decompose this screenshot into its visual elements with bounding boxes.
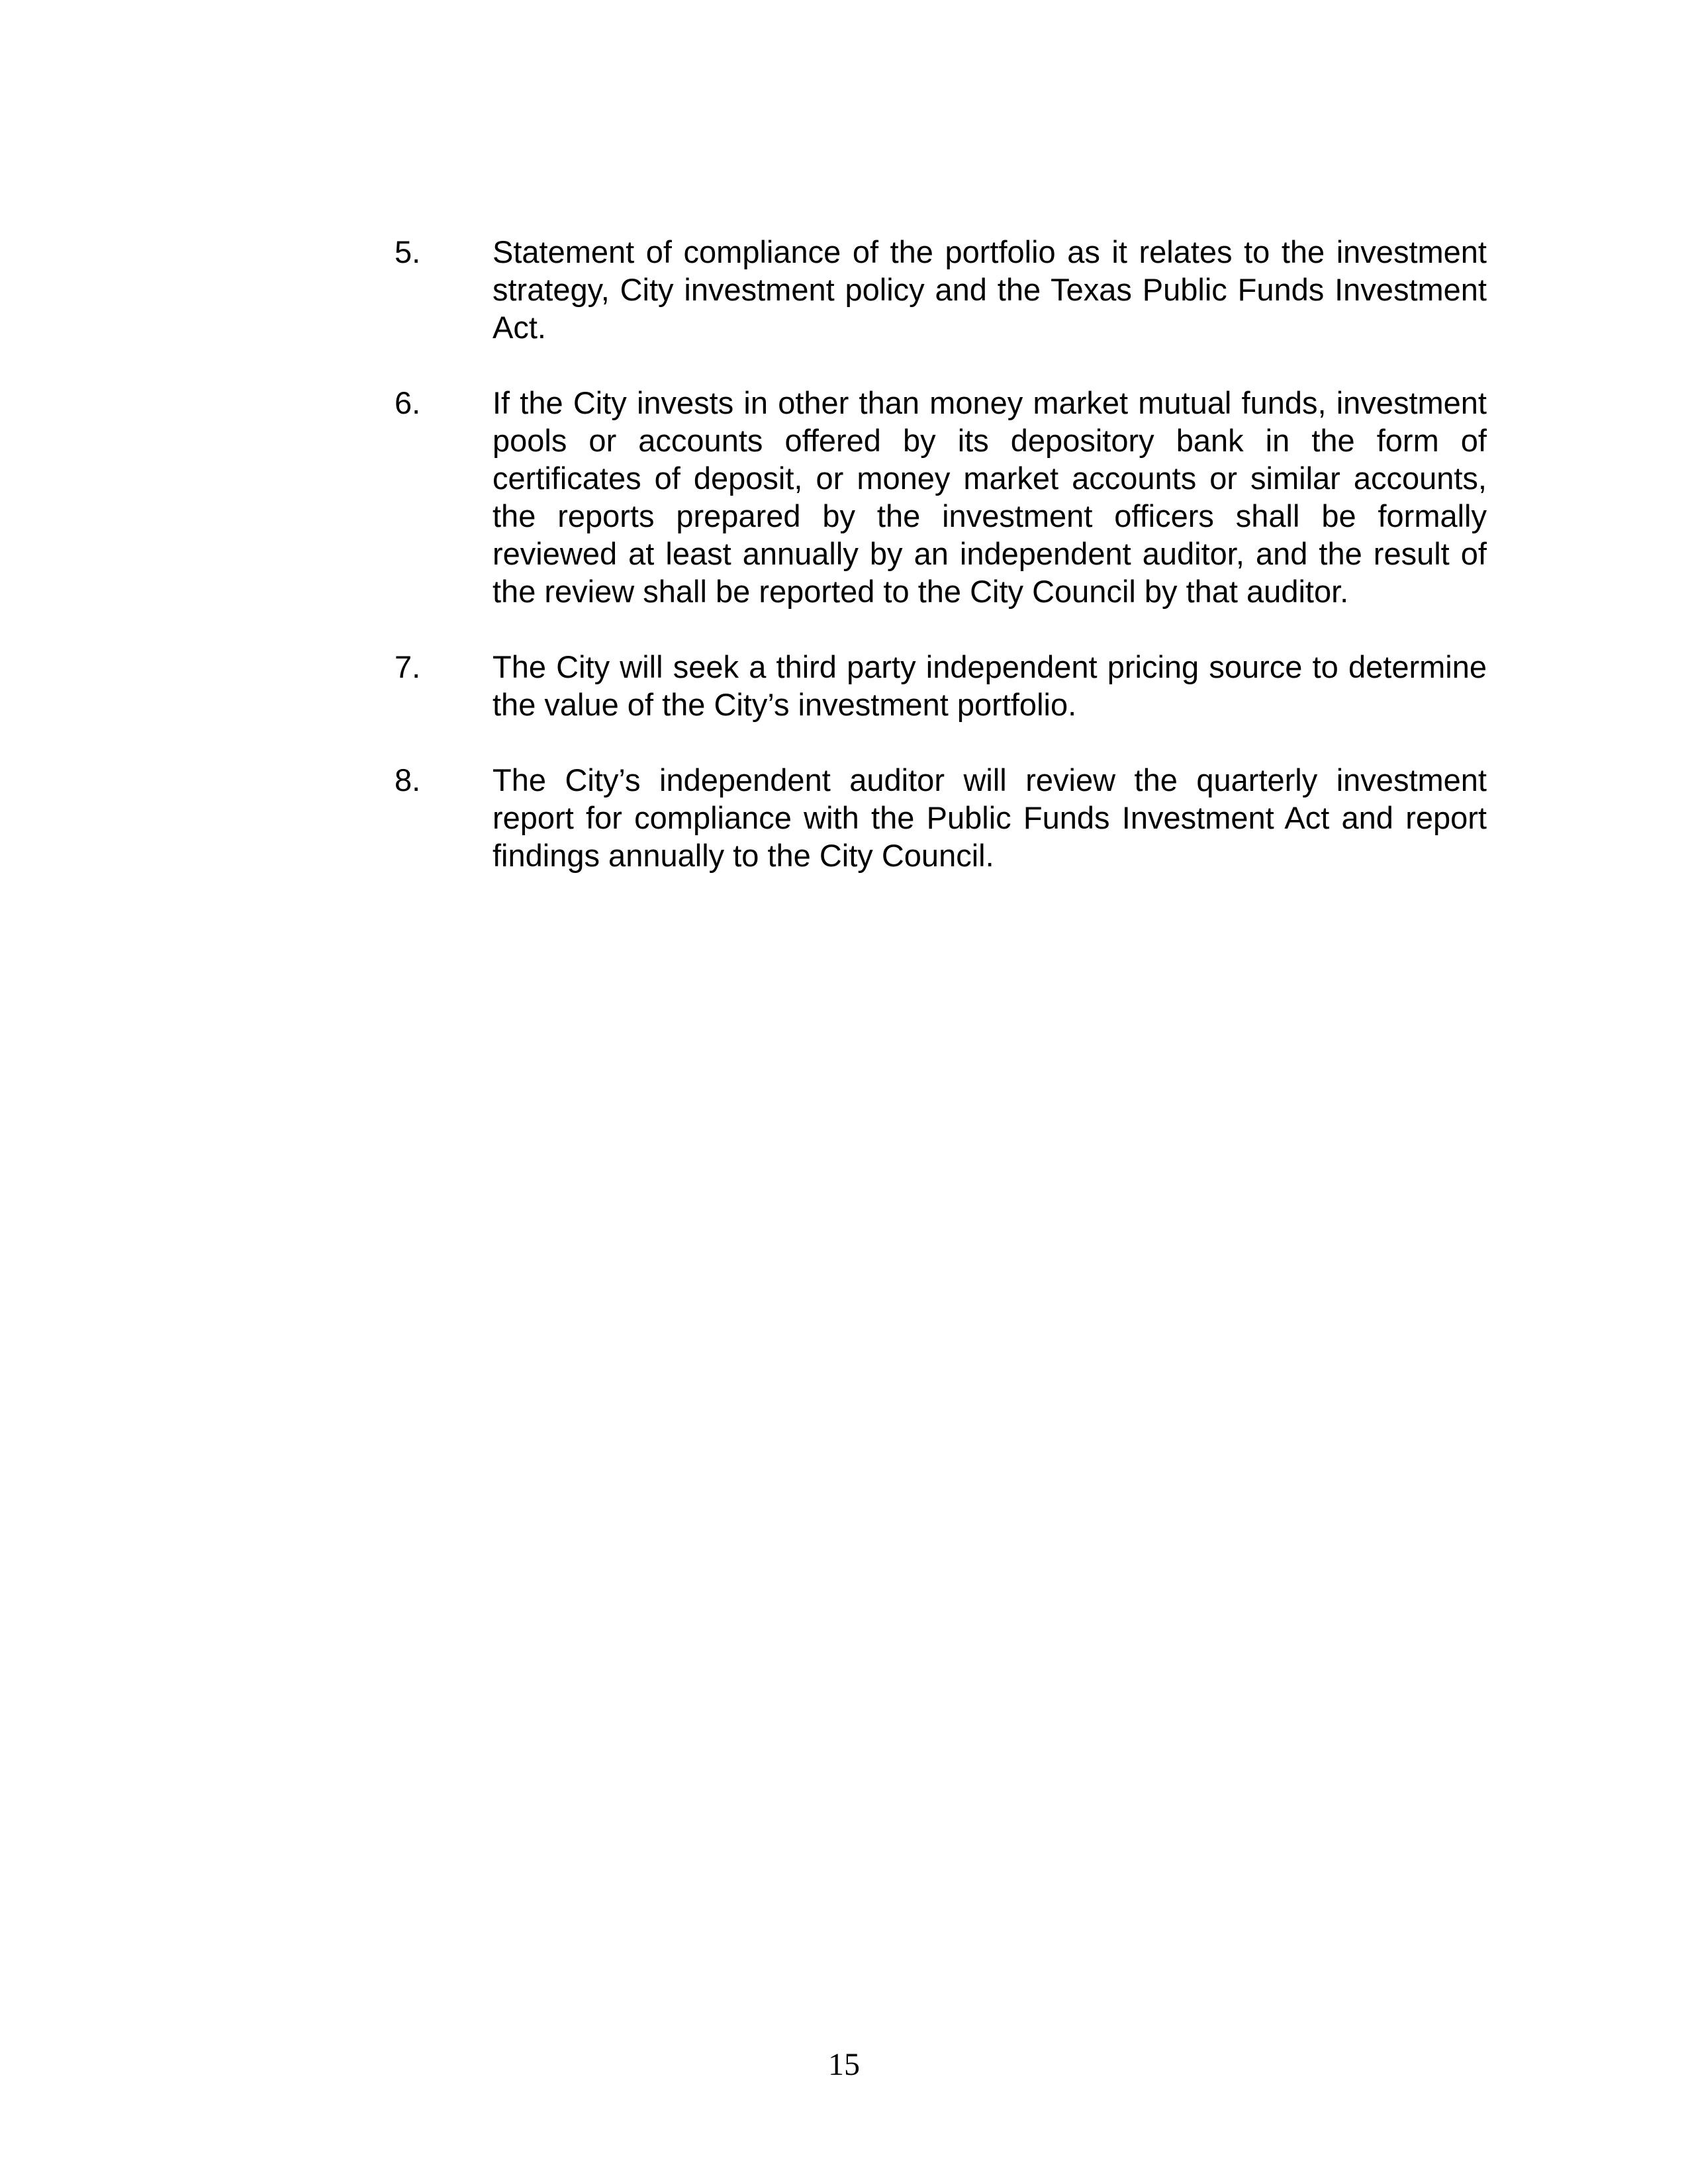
list-item (395, 384, 1487, 610)
item-text: Statement of compliance of the portfolio as it relates to the investment strategy, City investment policy and the Texas Public Funds Investment Act. (492, 234, 1487, 345)
list-item (395, 648, 1487, 723)
numbered-list (395, 233, 1487, 912)
item-number: 6. (395, 385, 421, 420)
item-text: The City will seek a third party independent pricing source to determine the value of the City’s investment portfolio. (492, 649, 1487, 722)
page-number: 15 (828, 2047, 860, 2082)
list-item (395, 761, 1487, 874)
item-number: 8. (395, 762, 421, 797)
item-number: 7. (395, 649, 421, 684)
item-number: 5. (395, 234, 421, 269)
list-item (395, 233, 1487, 346)
item-text: The City’s independent auditor will review the quarterly investment report for compliance with the Public Funds Investment Act and report findings annually to the City Council. (492, 762, 1487, 873)
item-text: If the City invests in other than money market mutual funds, investment pools or accounts offered by its depository bank in the form of certificates of deposit, or money market accounts or similar accounts, the reports prepared by the investment officers shall be formally reviewed at least annually by an independent auditor, and the result of the review shall be reported to the City Council by that auditor. (492, 385, 1487, 609)
